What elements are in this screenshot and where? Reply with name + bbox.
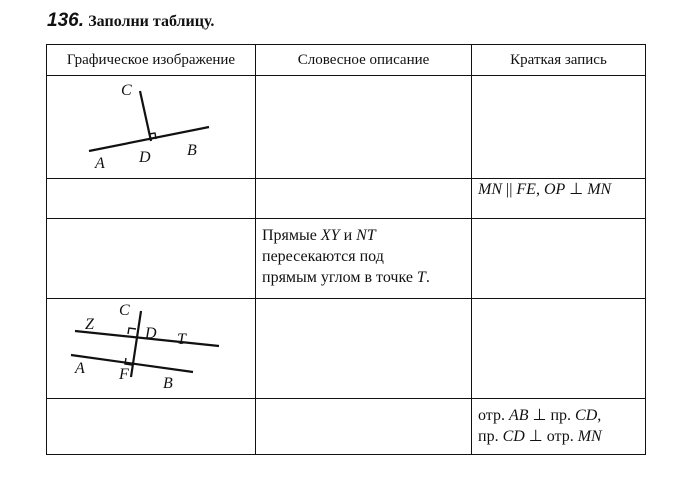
- label-c: C: [121, 82, 132, 99]
- label-a: A: [75, 360, 85, 377]
- notation-cell-5: [472, 399, 646, 455]
- label-z: Z: [85, 316, 94, 333]
- description-cell-2: [256, 179, 472, 219]
- graphic-cell-parallel: [47, 299, 256, 399]
- parallel-lines-diagram: [47, 299, 255, 393]
- graphic-cell-2: [47, 179, 256, 219]
- table-header-row: [47, 45, 646, 76]
- header-description: Словесное описание: [256, 45, 472, 76]
- task-number: 136.: [47, 10, 84, 31]
- description-cell-1: [256, 76, 472, 179]
- description-cell-5: [256, 399, 472, 455]
- notation-cell-4: [472, 299, 646, 399]
- table-row: [47, 399, 646, 455]
- table-row: [47, 219, 646, 299]
- notation-cell-1: [472, 76, 646, 179]
- right-angle-mark-top: [128, 328, 136, 334]
- label-b: B: [163, 375, 173, 392]
- graphic-cell-perpendicular: [47, 76, 256, 179]
- graphic-cell-5: [47, 399, 256, 455]
- task-header: [47, 10, 214, 32]
- table-row: [47, 299, 646, 399]
- table-row: [47, 76, 646, 179]
- description-xy-nt: Прямые XY и NT пересекаются под прямым углом в точке T.: [262, 227, 430, 286]
- label-t: T: [177, 331, 186, 348]
- notation-cell-2: [472, 179, 646, 219]
- label-a: A: [95, 155, 105, 172]
- perpendicular-diagram: [47, 76, 255, 173]
- notation-mn-fe: MN || FE, OP ⊥ MN: [478, 181, 612, 198]
- header-notation: Краткая запись: [472, 45, 646, 76]
- label-b: B: [187, 142, 197, 159]
- notation-segments: отр. AB ⊥ пр. CD, пр. CD ⊥ отр. MN: [478, 407, 602, 445]
- description-cell-3: [256, 219, 472, 299]
- line-cf: [131, 311, 141, 377]
- label-d: D: [139, 149, 151, 166]
- header-graphic: Графическое изображение: [47, 45, 256, 76]
- task-table: [46, 44, 646, 455]
- description-cell-4: [256, 299, 472, 399]
- notation-cell-3: [472, 219, 646, 299]
- task-title: Заполни таблицу.: [88, 13, 215, 30]
- label-f: F: [119, 366, 129, 383]
- label-c: C: [119, 302, 130, 319]
- graphic-cell-3: [47, 219, 256, 299]
- label-d: D: [145, 325, 157, 342]
- table-row: [47, 179, 646, 219]
